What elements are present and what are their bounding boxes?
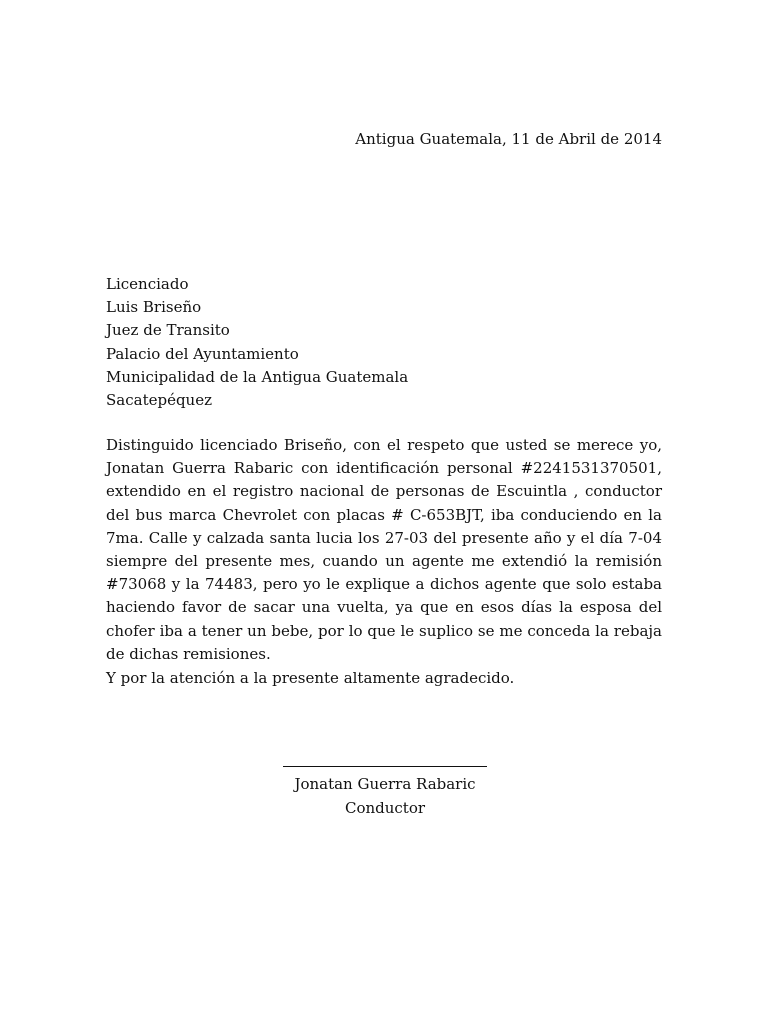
date-line: Antigua Guatemala, 11 de Abril de 2014 [355, 130, 662, 148]
signer-title: Conductor [344, 798, 426, 817]
signature-line [283, 752, 487, 767]
recipient-line: Luis Briseño [106, 298, 202, 317]
signer-name: Jonatan Guerra Rabaric [294, 775, 476, 793]
body-paragraph: Distinguido licenciado Briseño, con el respeto que usted se merece yo, Jonatan Guerra Rabaric con identificación personal #2241531370501, extendido en el registro nacional de personas de Escuintla , conductor del bus marca Chevrolet con placas # C-653BJT, iba conduciendo en la 7ma. Calle y calzada santa lucia los 27-03 del presente año y el día 7-04 siempre del presente mes, cuando un agente me extendió la remisión #73068 y la 74483, pero yo le explique a dichos agente que solo estaba haciendo favor de sacar una vuelta, ya que en esos días la esposa del chofer iba a tener un bebe, por lo que le suplico se me conceda la rebaja de dichas remisiones. [106, 436, 662, 663]
signature-block [260, 752, 510, 820]
recipient-line: Sacatepéquez [106, 391, 212, 410]
recipient-line: Municipalidad de la Antigua Guatemala [106, 367, 409, 386]
recipient-line: Palacio del Ayuntamiento [106, 344, 299, 363]
recipient-line: Juez de Transito [106, 321, 230, 340]
recipient-line: Licenciado [106, 275, 189, 293]
closing-line: Y por la atención a la presente altamente agradecido. [106, 669, 515, 687]
recipient-block [106, 273, 666, 412]
